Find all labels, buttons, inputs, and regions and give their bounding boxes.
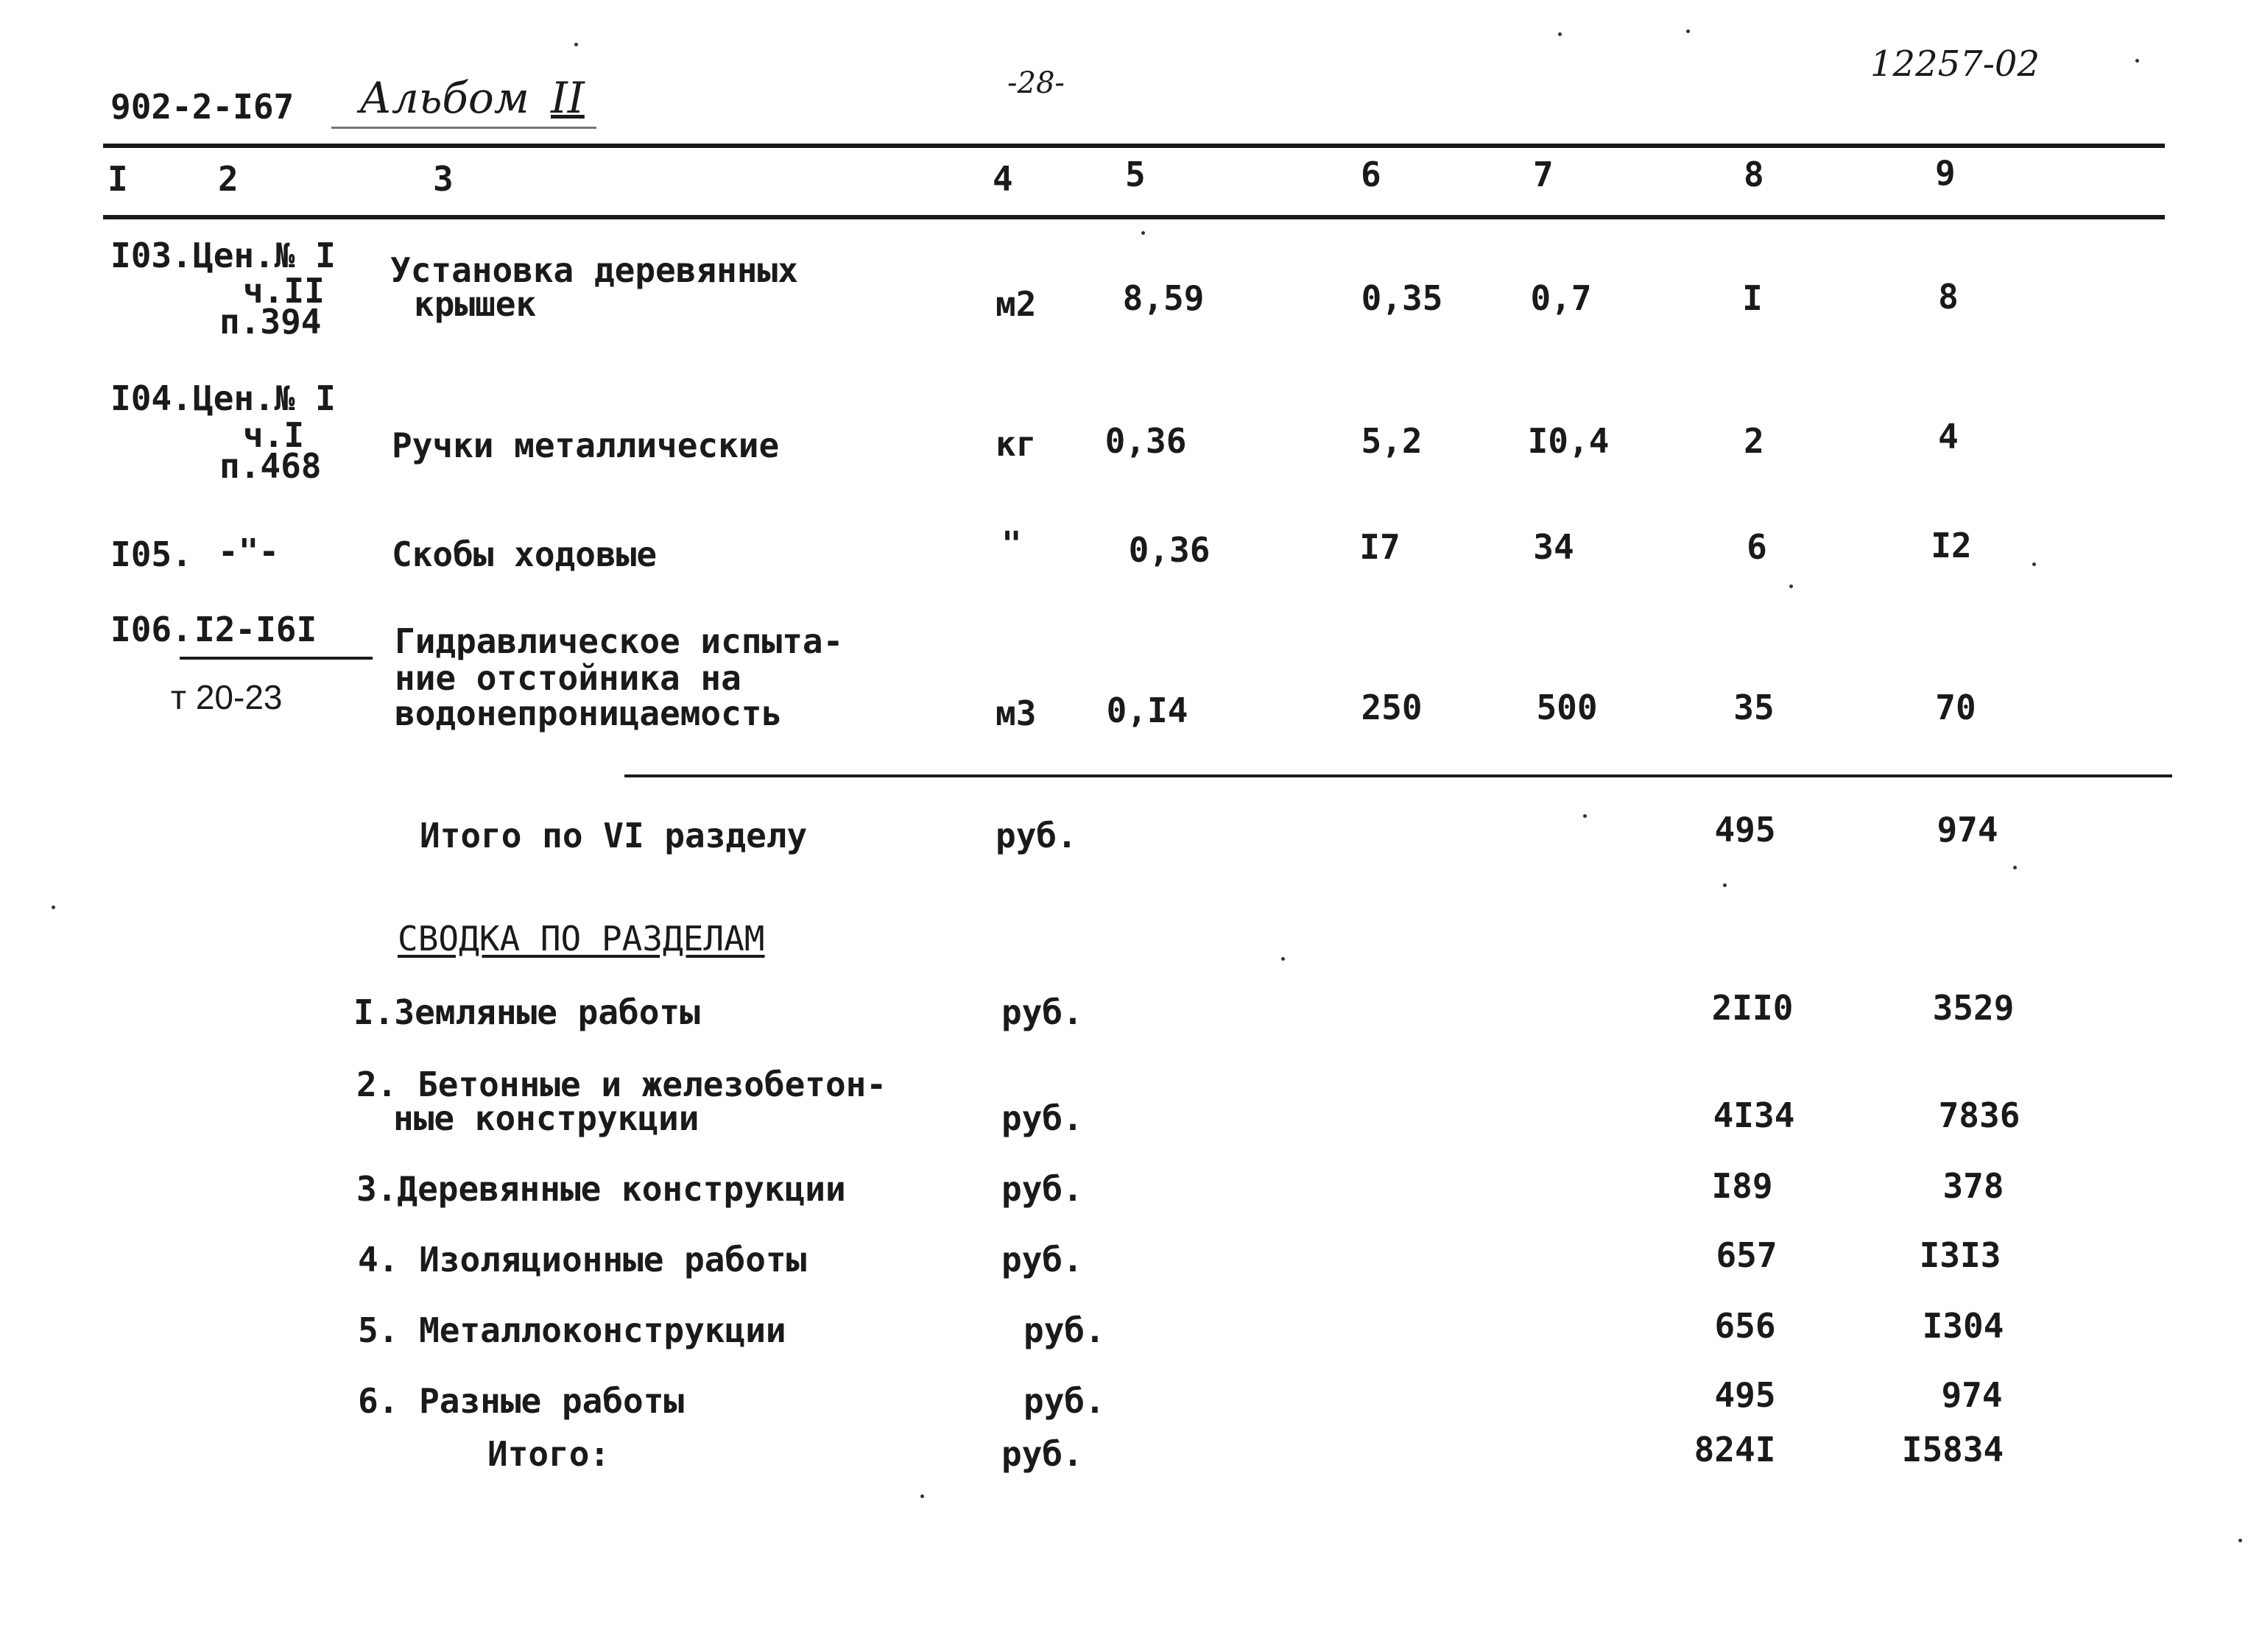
page-number: -28-	[1007, 66, 1065, 100]
scan-speck	[2013, 866, 2017, 869]
row-104-col6: 5,2	[1361, 421, 1423, 461]
scan-speck	[1686, 29, 1690, 33]
row-105-desc: Скобы ходовые	[392, 534, 658, 574]
scan-speck	[1281, 957, 1285, 961]
scan-speck	[2135, 59, 2139, 63]
row-105-col8: 6	[1747, 527, 1767, 567]
summary-item-6-label: 6. Разные работы	[358, 1381, 685, 1421]
summary-title: СВОДКА ПО РАЗДЕЛАМ	[398, 919, 765, 959]
scan-speck	[2032, 562, 2036, 566]
row-104-desc-1: Ручки металлические	[392, 426, 780, 465]
scan-speck	[1141, 231, 1145, 235]
summary-item-1-unit: руб.	[1001, 992, 1083, 1032]
col-header-6: 6	[1361, 155, 1381, 194]
row-105-unit: "	[1001, 524, 1022, 564]
summary-item-5-unit: руб.	[1023, 1310, 1105, 1350]
row-103-qty: 8,59	[1122, 278, 1205, 318]
col-header-2: 2	[218, 159, 239, 199]
summary-item-2-col8: 4I34	[1713, 1095, 1795, 1135]
scan-speck	[2238, 1539, 2242, 1542]
summary-item-2-col9: 7836	[1938, 1095, 2020, 1135]
summary-item-1-label: I.Земляные работы	[353, 992, 700, 1032]
summary-item-4-unit: руб.	[1001, 1240, 1083, 1279]
header-top-rule	[103, 144, 2165, 148]
row-104-qty: 0,36	[1104, 421, 1187, 461]
row-104-col9: 4	[1938, 417, 1959, 456]
row-104-col7: I0,4	[1527, 421, 1610, 461]
summary-item-1-col9: 3529	[1932, 988, 2015, 1028]
album-underline	[331, 127, 596, 129]
summary-item-3-unit: руб.	[1001, 1169, 1083, 1209]
row-104-num: I04.	[110, 378, 192, 418]
row-106-ref-2: т 20-23	[171, 678, 283, 716]
scan-speck	[920, 1494, 924, 1498]
summary-item-5-col9: I304	[1922, 1306, 2004, 1346]
row-106-unit: м3	[996, 693, 1037, 733]
summary-total-label: Итого:	[487, 1434, 610, 1474]
scan-speck	[1583, 814, 1587, 818]
section-total-col9: 974	[1937, 810, 1998, 850]
section-total-rule	[624, 774, 2172, 777]
row-103-ref-1: Цен.№ I	[193, 236, 336, 275]
summary-item-6-col9: 974	[1941, 1375, 2003, 1415]
row-103-desc-2: крышек	[414, 284, 537, 324]
col-header-7: 7	[1533, 155, 1554, 194]
row-105-col9: I2	[1931, 526, 1972, 565]
summary-item-2-label-2: ные конструкции	[393, 1098, 700, 1138]
row-106-col7: 500	[1536, 688, 1598, 727]
row-106-col8: 35	[1733, 688, 1775, 727]
summary-item-2-label-1: 2. Бетонные и железобетон-	[356, 1065, 887, 1104]
summary-item-1-col8: 2II0	[1711, 988, 1794, 1028]
summary-item-3-label: 3.Деревянные конструкции	[356, 1169, 846, 1209]
section-total-col8: 495	[1714, 810, 1776, 850]
row-106-col9: 70	[1935, 688, 1976, 727]
row-104-ref-3: п.468	[219, 446, 322, 486]
summary-total-unit: руб.	[1001, 1434, 1083, 1474]
summary-item-4-col9: I3I3	[1919, 1235, 2001, 1275]
col-header-5: 5	[1125, 155, 1146, 194]
section-total-unit: руб.	[996, 816, 1077, 855]
row-106-desc-2: ние отстойника на	[395, 658, 741, 698]
summary-item-5-label: 5. Металлоконструкции	[358, 1310, 786, 1350]
summary-item-4-col8: 657	[1716, 1235, 1777, 1275]
summary-item-6-unit: руб.	[1023, 1381, 1105, 1421]
row-105-num: I05.	[110, 534, 192, 574]
project-code: 902-2-I67	[110, 87, 295, 127]
header-bottom-rule	[103, 215, 2165, 219]
scan-speck	[1723, 883, 1727, 887]
col-header-8: 8	[1744, 155, 1764, 194]
row-106-num: I06.	[110, 610, 192, 649]
row-106-ref-divider	[180, 657, 373, 660]
col-header-1: I	[108, 159, 128, 199]
row-103-col8: I	[1742, 278, 1763, 318]
summary-item-2-unit: руб.	[1001, 1098, 1083, 1138]
row-105-col7: 34	[1533, 527, 1574, 567]
row-106-qty: 0,I4	[1106, 691, 1188, 730]
row-103-num: I03.	[110, 236, 192, 275]
row-106-ref-1: I2-I6I	[194, 610, 317, 649]
summary-item-4-label: 4. Изоляционные работы	[358, 1240, 807, 1279]
row-104-ref-1: Цен.№ I	[193, 378, 336, 418]
row-103-unit: м2	[996, 284, 1037, 324]
scan-speck	[574, 43, 578, 46]
row-103-col7: 0,7	[1530, 278, 1592, 318]
row-103-col9: 8	[1938, 277, 1959, 317]
document-number: 12257-02	[1870, 43, 2040, 85]
summary-item-3-col9: 378	[1942, 1166, 2004, 1206]
row-103-col6: 0,35	[1361, 278, 1443, 318]
row-104-ref-2: ч.I	[243, 415, 305, 455]
album-label: Альбом	[359, 73, 529, 123]
summary-total-col8: 824I	[1694, 1430, 1776, 1469]
scan-speck	[1558, 32, 1562, 36]
album-number: II	[551, 73, 585, 123]
row-105-qty: 0,36	[1128, 530, 1211, 570]
col-header-4: 4	[993, 159, 1013, 199]
row-106-desc-3: водонепроницаемость	[395, 693, 783, 733]
section-total-label: Итого по VI разделу	[420, 816, 808, 855]
row-103-ref-2: ч.II	[243, 271, 325, 311]
row-104-unit: кг	[996, 424, 1037, 464]
col-header-9: 9	[1935, 153, 1956, 193]
summary-total-col9: I5834	[1901, 1430, 2004, 1469]
summary-item-5-col8: 656	[1714, 1306, 1776, 1346]
scan-speck	[52, 906, 55, 909]
row-106-desc-1: Гидравлическое испыта-	[395, 621, 844, 661]
row-103-desc-1: Установка деревянных	[390, 250, 798, 290]
col-header-3: 3	[433, 159, 454, 199]
summary-item-6-col8: 495	[1714, 1375, 1776, 1415]
scan-speck	[1789, 585, 1793, 588]
row-105-ref: -"-	[218, 532, 280, 571]
summary-item-3-col8: I89	[1711, 1166, 1773, 1206]
row-106-col6: 250	[1361, 688, 1423, 727]
row-103-ref-3: п.394	[219, 302, 322, 342]
row-104-col8: 2	[1744, 421, 1764, 461]
row-105-col6: I7	[1359, 527, 1400, 567]
